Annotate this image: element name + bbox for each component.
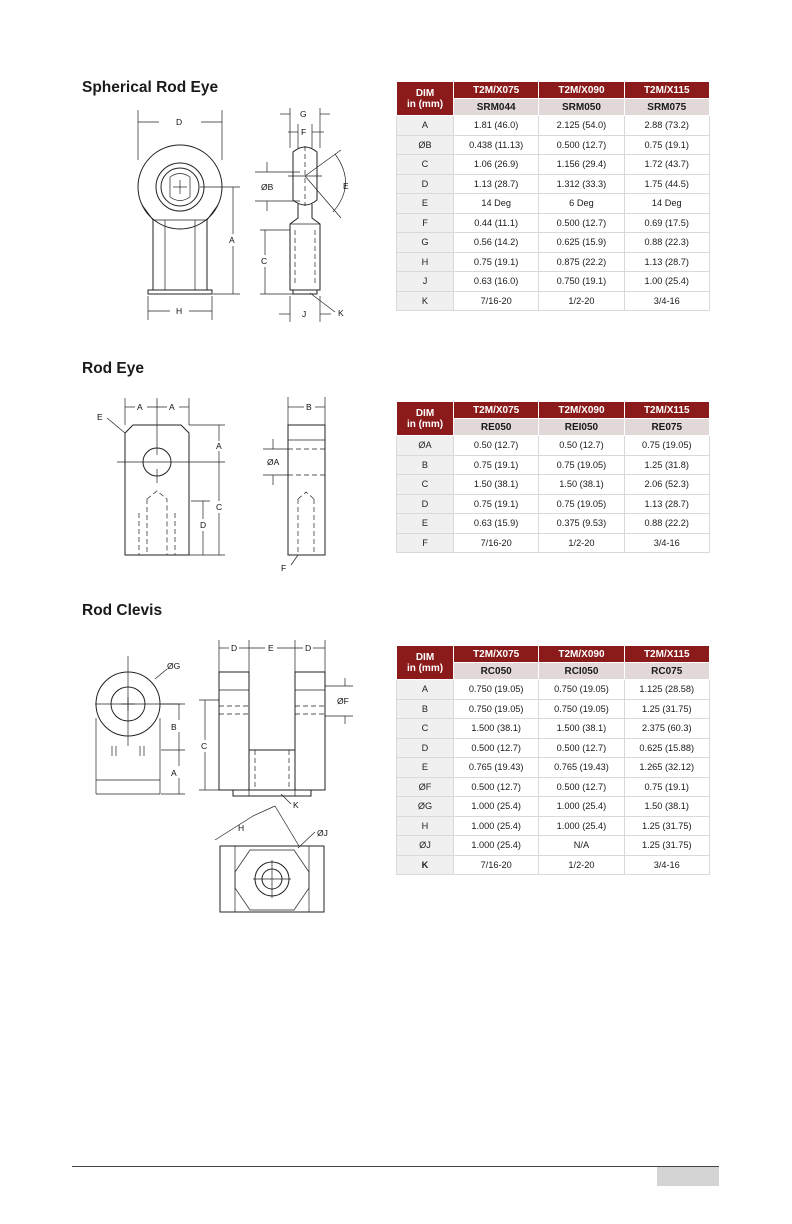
table-row xyxy=(397,213,710,233)
table-row xyxy=(397,272,710,292)
value-cell: 0.44 (11.1) xyxy=(454,213,539,233)
dim-header: DIM in (mm) xyxy=(397,82,454,116)
series-header: T2M/X075 xyxy=(454,646,539,663)
series-header: T2M/X115 xyxy=(624,646,709,663)
value-cell: 1.13 (28.7) xyxy=(624,252,709,272)
value-cell: 0.88 (22.3) xyxy=(624,233,709,253)
value-cell: 0.750 (19.1) xyxy=(539,272,624,292)
label-d-left: D xyxy=(231,643,238,653)
dim-label-cell: ØJ xyxy=(397,836,454,856)
value-cell: 14 Deg xyxy=(454,194,539,214)
table-row xyxy=(397,777,710,797)
label-b: B xyxy=(171,722,177,732)
dim-label-cell: B xyxy=(397,699,454,719)
value-cell: 1.25 (31.8) xyxy=(624,455,709,475)
dim-label-cell: H xyxy=(397,816,454,836)
dim-label-cell: ØF xyxy=(397,777,454,797)
value-cell: 0.63 (16.0) xyxy=(454,272,539,292)
table-row xyxy=(397,174,710,194)
table-row xyxy=(397,514,710,534)
model-header: RE075 xyxy=(624,419,709,436)
value-cell: 0.500 (12.7) xyxy=(539,777,624,797)
value-cell: 0.500 (12.7) xyxy=(539,738,624,758)
value-cell: 0.75 (19.1) xyxy=(454,252,539,272)
value-cell: 0.765 (19.43) xyxy=(539,758,624,778)
value-cell: 1/2-20 xyxy=(539,855,624,875)
label-a: A xyxy=(229,235,235,245)
value-cell: 0.63 (15.9) xyxy=(454,514,539,534)
table-row xyxy=(397,494,710,514)
value-cell: 0.56 (14.2) xyxy=(454,233,539,253)
label-phi-f: ØF xyxy=(337,696,349,706)
dim-label-cell: E xyxy=(397,758,454,778)
label-d: D xyxy=(200,520,207,530)
value-cell: 1/2-20 xyxy=(539,533,624,553)
value-cell: 3/4-16 xyxy=(624,855,709,875)
table-row xyxy=(397,116,710,136)
value-cell: 0.50 (12.7) xyxy=(539,436,624,456)
rod-eye-drawing xyxy=(95,393,365,573)
table-body xyxy=(397,436,710,553)
model-header: RCI050 xyxy=(539,663,624,680)
label-phi-j: ØJ xyxy=(317,828,328,838)
label-phi-g: ØG xyxy=(167,661,181,671)
label-h: H xyxy=(238,823,245,833)
value-cell: 7/16-20 xyxy=(454,291,539,311)
model-header: SRM075 xyxy=(624,99,709,116)
value-cell: 0.75 (19.05) xyxy=(539,494,624,514)
value-cell: 0.500 (12.7) xyxy=(539,135,624,155)
label-phi-a: ØA xyxy=(267,457,280,467)
dim-label-cell: D xyxy=(397,174,454,194)
value-cell: 1.13 (28.7) xyxy=(624,494,709,514)
label-d-right: D xyxy=(305,643,312,653)
series-header: T2M/X090 xyxy=(539,402,624,419)
label-b: B xyxy=(306,402,312,412)
table-row xyxy=(397,836,710,856)
value-cell: 0.750 (19.05) xyxy=(454,680,539,700)
section-title-rod-clevis: Rod Clevis xyxy=(82,602,163,619)
value-cell: 1.75 (44.5) xyxy=(624,174,709,194)
label-k: K xyxy=(338,308,344,318)
value-cell: 0.765 (19.43) xyxy=(454,758,539,778)
value-cell: 1.000 (25.4) xyxy=(454,836,539,856)
value-cell: 0.75 (19.1) xyxy=(454,455,539,475)
dim-label-cell: D xyxy=(397,738,454,758)
dim-header: DIM in (mm) xyxy=(397,646,454,680)
value-cell: 3/4-16 xyxy=(624,291,709,311)
dim-label-cell: A xyxy=(397,680,454,700)
value-cell: 1.000 (25.4) xyxy=(539,797,624,817)
table-row xyxy=(397,135,710,155)
table-row xyxy=(397,436,710,456)
table-row xyxy=(397,719,710,739)
label-a-right: A xyxy=(169,402,175,412)
value-cell: 0.625 (15.9) xyxy=(539,233,624,253)
value-cell: 1.72 (43.7) xyxy=(624,155,709,175)
label-a-left: A xyxy=(137,402,143,412)
label-c: C xyxy=(201,741,208,751)
dim-label-cell: C xyxy=(397,155,454,175)
value-cell: 2.125 (54.0) xyxy=(539,116,624,136)
table-row xyxy=(397,816,710,836)
value-cell: 0.69 (17.5) xyxy=(624,213,709,233)
value-cell: 1.00 (25.4) xyxy=(624,272,709,292)
value-cell: N/A xyxy=(539,836,624,856)
table-row xyxy=(397,680,710,700)
rod-clevis-table xyxy=(396,645,710,875)
value-cell: 1.312 (33.3) xyxy=(539,174,624,194)
value-cell: 1.125 (28.58) xyxy=(624,680,709,700)
value-cell: 1.25 (31.75) xyxy=(624,836,709,856)
dim-header: DIM in (mm) xyxy=(397,402,454,436)
value-cell: 0.50 (12.7) xyxy=(454,436,539,456)
label-e: E xyxy=(97,412,103,422)
value-cell: 1.265 (32.12) xyxy=(624,758,709,778)
rod-eye-table xyxy=(396,401,710,553)
table-body xyxy=(397,680,710,875)
table-body xyxy=(397,116,710,311)
series-header: T2M/X075 xyxy=(454,402,539,419)
value-cell: 0.88 (22.2) xyxy=(624,514,709,534)
section-title-rod-eye: Rod Eye xyxy=(82,360,145,377)
dim-label-cell: ØA xyxy=(397,436,454,456)
value-cell: 1.25 (31.75) xyxy=(624,699,709,719)
value-cell: 1.500 (38.1) xyxy=(454,719,539,739)
value-cell: 1.000 (25.4) xyxy=(539,816,624,836)
model-header: RE050 xyxy=(454,419,539,436)
value-cell: 0.75 (19.1) xyxy=(624,777,709,797)
section-title-spherical-rod-eye: Spherical Rod Eye xyxy=(82,79,219,96)
dim-label-cell: F xyxy=(397,533,454,553)
footer-rule xyxy=(72,1166,719,1167)
series-header: T2M/X115 xyxy=(624,402,709,419)
label-k: K xyxy=(293,800,299,810)
table-row xyxy=(397,455,710,475)
label-j: J xyxy=(302,309,307,319)
label-b: ØB xyxy=(261,182,274,192)
value-cell: 1.000 (25.4) xyxy=(454,816,539,836)
value-cell: 3/4-16 xyxy=(624,533,709,553)
table-row xyxy=(397,758,710,778)
dim-label-cell: ØB xyxy=(397,135,454,155)
value-cell: 2.06 (52.3) xyxy=(624,475,709,495)
value-cell: 2.375 (60.3) xyxy=(624,719,709,739)
dim-label-cell: E xyxy=(397,514,454,534)
label-e: E xyxy=(343,181,349,191)
value-cell: 0.438 (11.13) xyxy=(454,135,539,155)
value-cell: 1.500 (38.1) xyxy=(539,719,624,739)
dim-label-cell: K xyxy=(397,855,454,875)
value-cell: 7/16-20 xyxy=(454,855,539,875)
table-row xyxy=(397,252,710,272)
label-g: G xyxy=(300,109,307,119)
value-cell: 0.750 (19.05) xyxy=(539,680,624,700)
value-cell: 1.50 (38.1) xyxy=(624,797,709,817)
value-cell: 0.75 (19.1) xyxy=(454,494,539,514)
rod-clevis-drawing xyxy=(95,636,365,921)
label-e: E xyxy=(268,643,274,653)
dim-label-cell: A xyxy=(397,116,454,136)
value-cell: 0.75 (19.1) xyxy=(624,135,709,155)
table-row xyxy=(397,738,710,758)
value-cell: 1.156 (29.4) xyxy=(539,155,624,175)
dim-label-cell: C xyxy=(397,719,454,739)
value-cell: 0.875 (22.2) xyxy=(539,252,624,272)
value-cell: 2.88 (73.2) xyxy=(624,116,709,136)
value-cell: 0.500 (12.7) xyxy=(454,777,539,797)
value-cell: 1/2-20 xyxy=(539,291,624,311)
value-cell: 14 Deg xyxy=(624,194,709,214)
series-header: T2M/X090 xyxy=(539,82,624,99)
model-header: REI050 xyxy=(539,419,624,436)
dim-label-cell: G xyxy=(397,233,454,253)
value-cell: 1.81 (46.0) xyxy=(454,116,539,136)
table-row xyxy=(397,855,710,875)
series-header: T2M/X075 xyxy=(454,82,539,99)
spherical-rod-eye-drawing xyxy=(95,100,365,326)
table-row xyxy=(397,797,710,817)
dim-label-cell: ØG xyxy=(397,797,454,817)
label-c: C xyxy=(261,256,268,266)
label-c: C xyxy=(216,502,223,512)
label-a-vertical: A xyxy=(216,441,222,451)
value-cell: 1.000 (25.4) xyxy=(454,797,539,817)
page-number-tab xyxy=(657,1167,719,1186)
dim-label-cell: F xyxy=(397,213,454,233)
model-header: RC050 xyxy=(454,663,539,680)
dim-label-cell: K xyxy=(397,291,454,311)
series-header: T2M/X115 xyxy=(624,82,709,99)
value-cell: 1.50 (38.1) xyxy=(539,475,624,495)
label-a: A xyxy=(171,768,177,778)
table-row xyxy=(397,233,710,253)
value-cell: 0.500 (12.7) xyxy=(454,738,539,758)
value-cell: 0.375 (9.53) xyxy=(539,514,624,534)
dim-label-cell: J xyxy=(397,272,454,292)
label-d: D xyxy=(176,117,183,127)
table-row xyxy=(397,291,710,311)
label-h: H xyxy=(176,306,183,316)
value-cell: 6 Deg xyxy=(539,194,624,214)
dim-label-cell: H xyxy=(397,252,454,272)
model-header: SRM044 xyxy=(454,99,539,116)
dim-label-cell: B xyxy=(397,455,454,475)
label-f: F xyxy=(301,127,307,137)
value-cell: 1.50 (38.1) xyxy=(454,475,539,495)
table-row xyxy=(397,194,710,214)
value-cell: 1.25 (31.75) xyxy=(624,816,709,836)
dim-label-cell: C xyxy=(397,475,454,495)
value-cell: 0.500 (12.7) xyxy=(539,213,624,233)
table-row xyxy=(397,475,710,495)
model-header: SRM050 xyxy=(539,99,624,116)
value-cell: 7/16-20 xyxy=(454,533,539,553)
label-f: F xyxy=(281,563,287,573)
dim-label-cell: D xyxy=(397,494,454,514)
value-cell: 1.13 (28.7) xyxy=(454,174,539,194)
value-cell: 0.75 (19.05) xyxy=(624,436,709,456)
spherical-rod-eye-table xyxy=(396,81,710,311)
series-header: T2M/X090 xyxy=(539,646,624,663)
value-cell: 0.750 (19.05) xyxy=(539,699,624,719)
dim-label-cell: E xyxy=(397,194,454,214)
model-header: RC075 xyxy=(624,663,709,680)
value-cell: 0.75 (19.05) xyxy=(539,455,624,475)
table-row xyxy=(397,533,710,553)
table-row xyxy=(397,155,710,175)
value-cell: 0.625 (15.88) xyxy=(624,738,709,758)
value-cell: 1.06 (26.9) xyxy=(454,155,539,175)
table-row xyxy=(397,699,710,719)
value-cell: 0.750 (19.05) xyxy=(454,699,539,719)
